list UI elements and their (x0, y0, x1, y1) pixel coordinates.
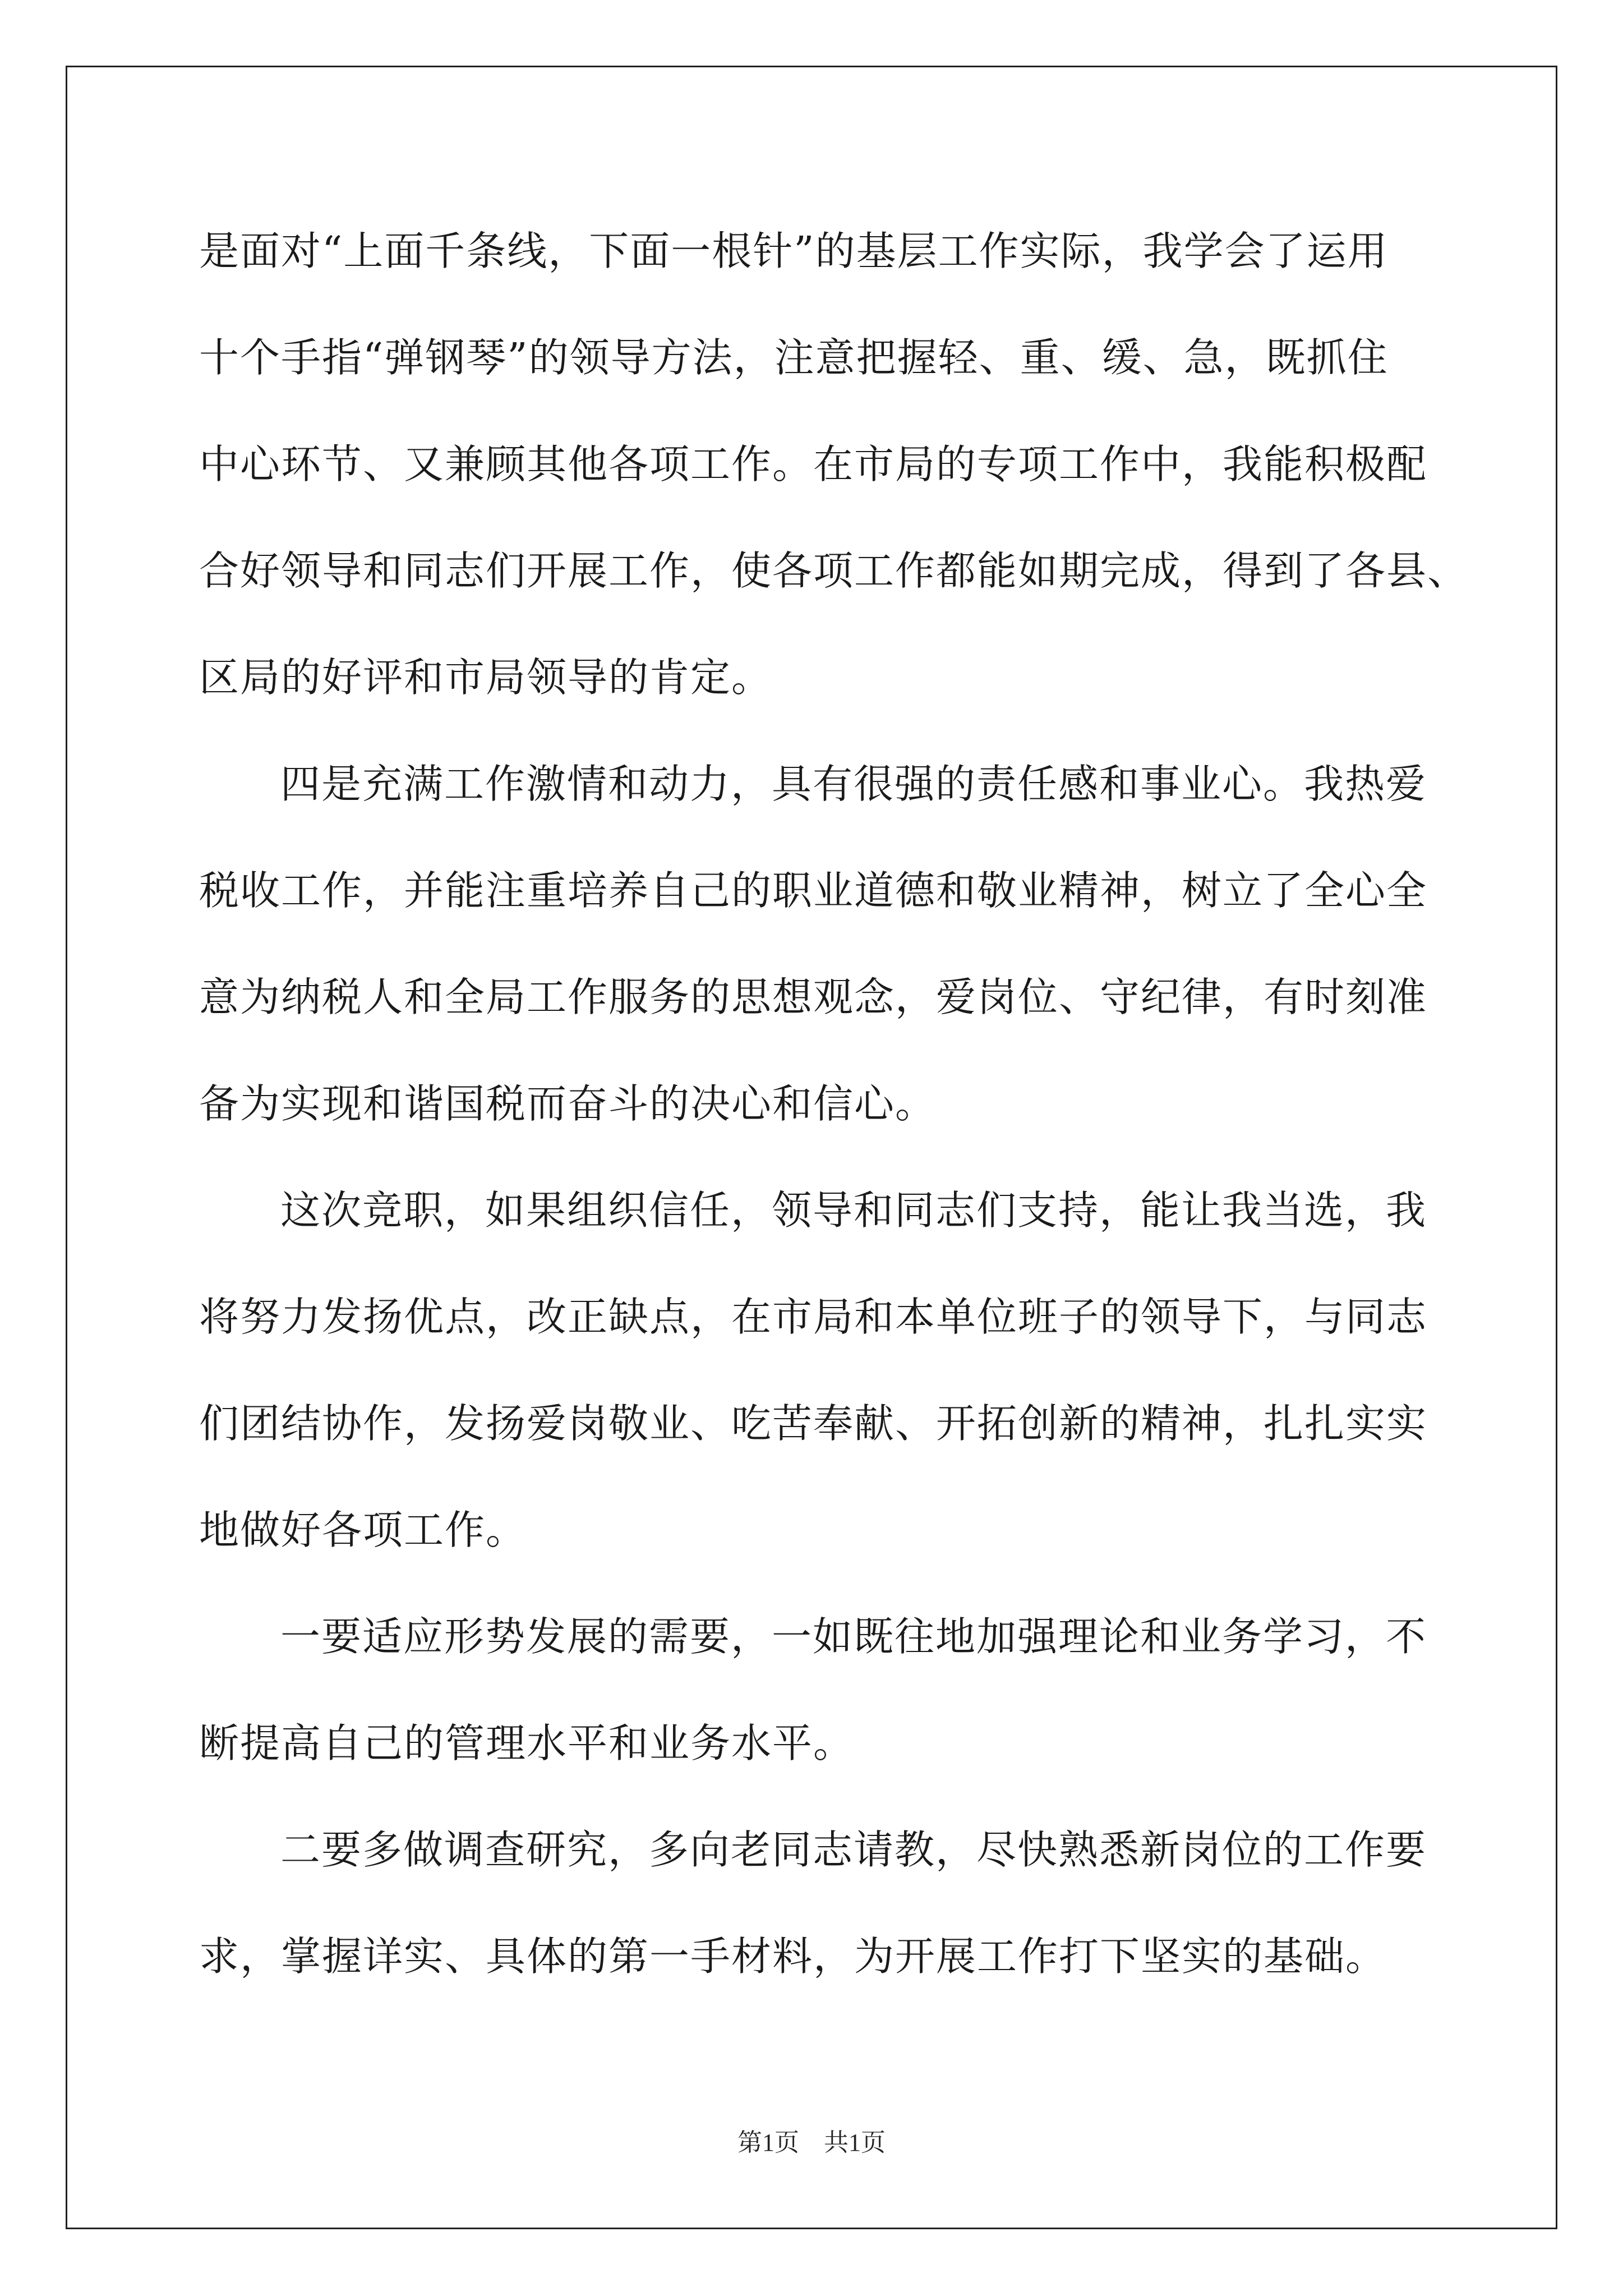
text-line: 断提高自己的管理水平和业务水平。 (199, 1720, 855, 1766)
text-line: 这次竞职，如果组织信任，领导和同志们支持，能让我当选，我 (280, 1187, 1427, 1234)
text-line: 二要多做调查研究，多向老同志请教，尽快熟悉新岗位的工作要 (280, 1826, 1427, 1873)
text-line: 中心环节、又兼顾其他各项工作。在市局的专项工作中，我能积极配 (199, 441, 1428, 487)
text-line: 们团结协作，发扬爱岗敬业、吃苦奉献、开拓创新的精神，扎扎实实 (199, 1400, 1428, 1447)
text-line: 合好领导和同志们开展工作，使各项工作都能如期完成，得到了各县、 (199, 547, 1469, 594)
text-line: 意为纳税人和全局工作服务的思想观念，爱岗位、守纪律，有时刻准 (199, 974, 1428, 1020)
text-line: 四是充满工作激情和动力，具有很强的责任感和事业心。我热爱 (280, 761, 1427, 807)
text-line: 地做好各项工作。 (199, 1507, 527, 1553)
text-line: 是面对“上面千条线，下面一根针”的基层工作实际，我学会了运用 (199, 228, 1389, 274)
document-body (199, 198, 1469, 2010)
text-line: 税收工作，并能注重培养自己的职业道德和敬业精神，树立了全心全 (199, 867, 1428, 914)
text-line: 备为实现和谐国税而奋斗的决心和信心。 (199, 1080, 937, 1127)
page-number: 第1页 共1页 (737, 2129, 886, 2156)
text-line: 一要适应形势发展的需要，一如既往地加强理论和业务学习，不 (280, 1613, 1427, 1660)
text-line: 十个手指“弹钢琴”的领导方法，注意把握轻、重、缓、急，既抓住 (199, 334, 1389, 381)
text-line: 区局的好评和市局领导的肯定。 (199, 654, 773, 701)
text-line: 将努力发扬优点，改正缺点，在市局和本单位班子的领导下，与同志 (199, 1294, 1428, 1340)
text-line: 求，掌握详实、具体的第一手材料，为开展工作打下坚实的基础。 (199, 1933, 1387, 1980)
